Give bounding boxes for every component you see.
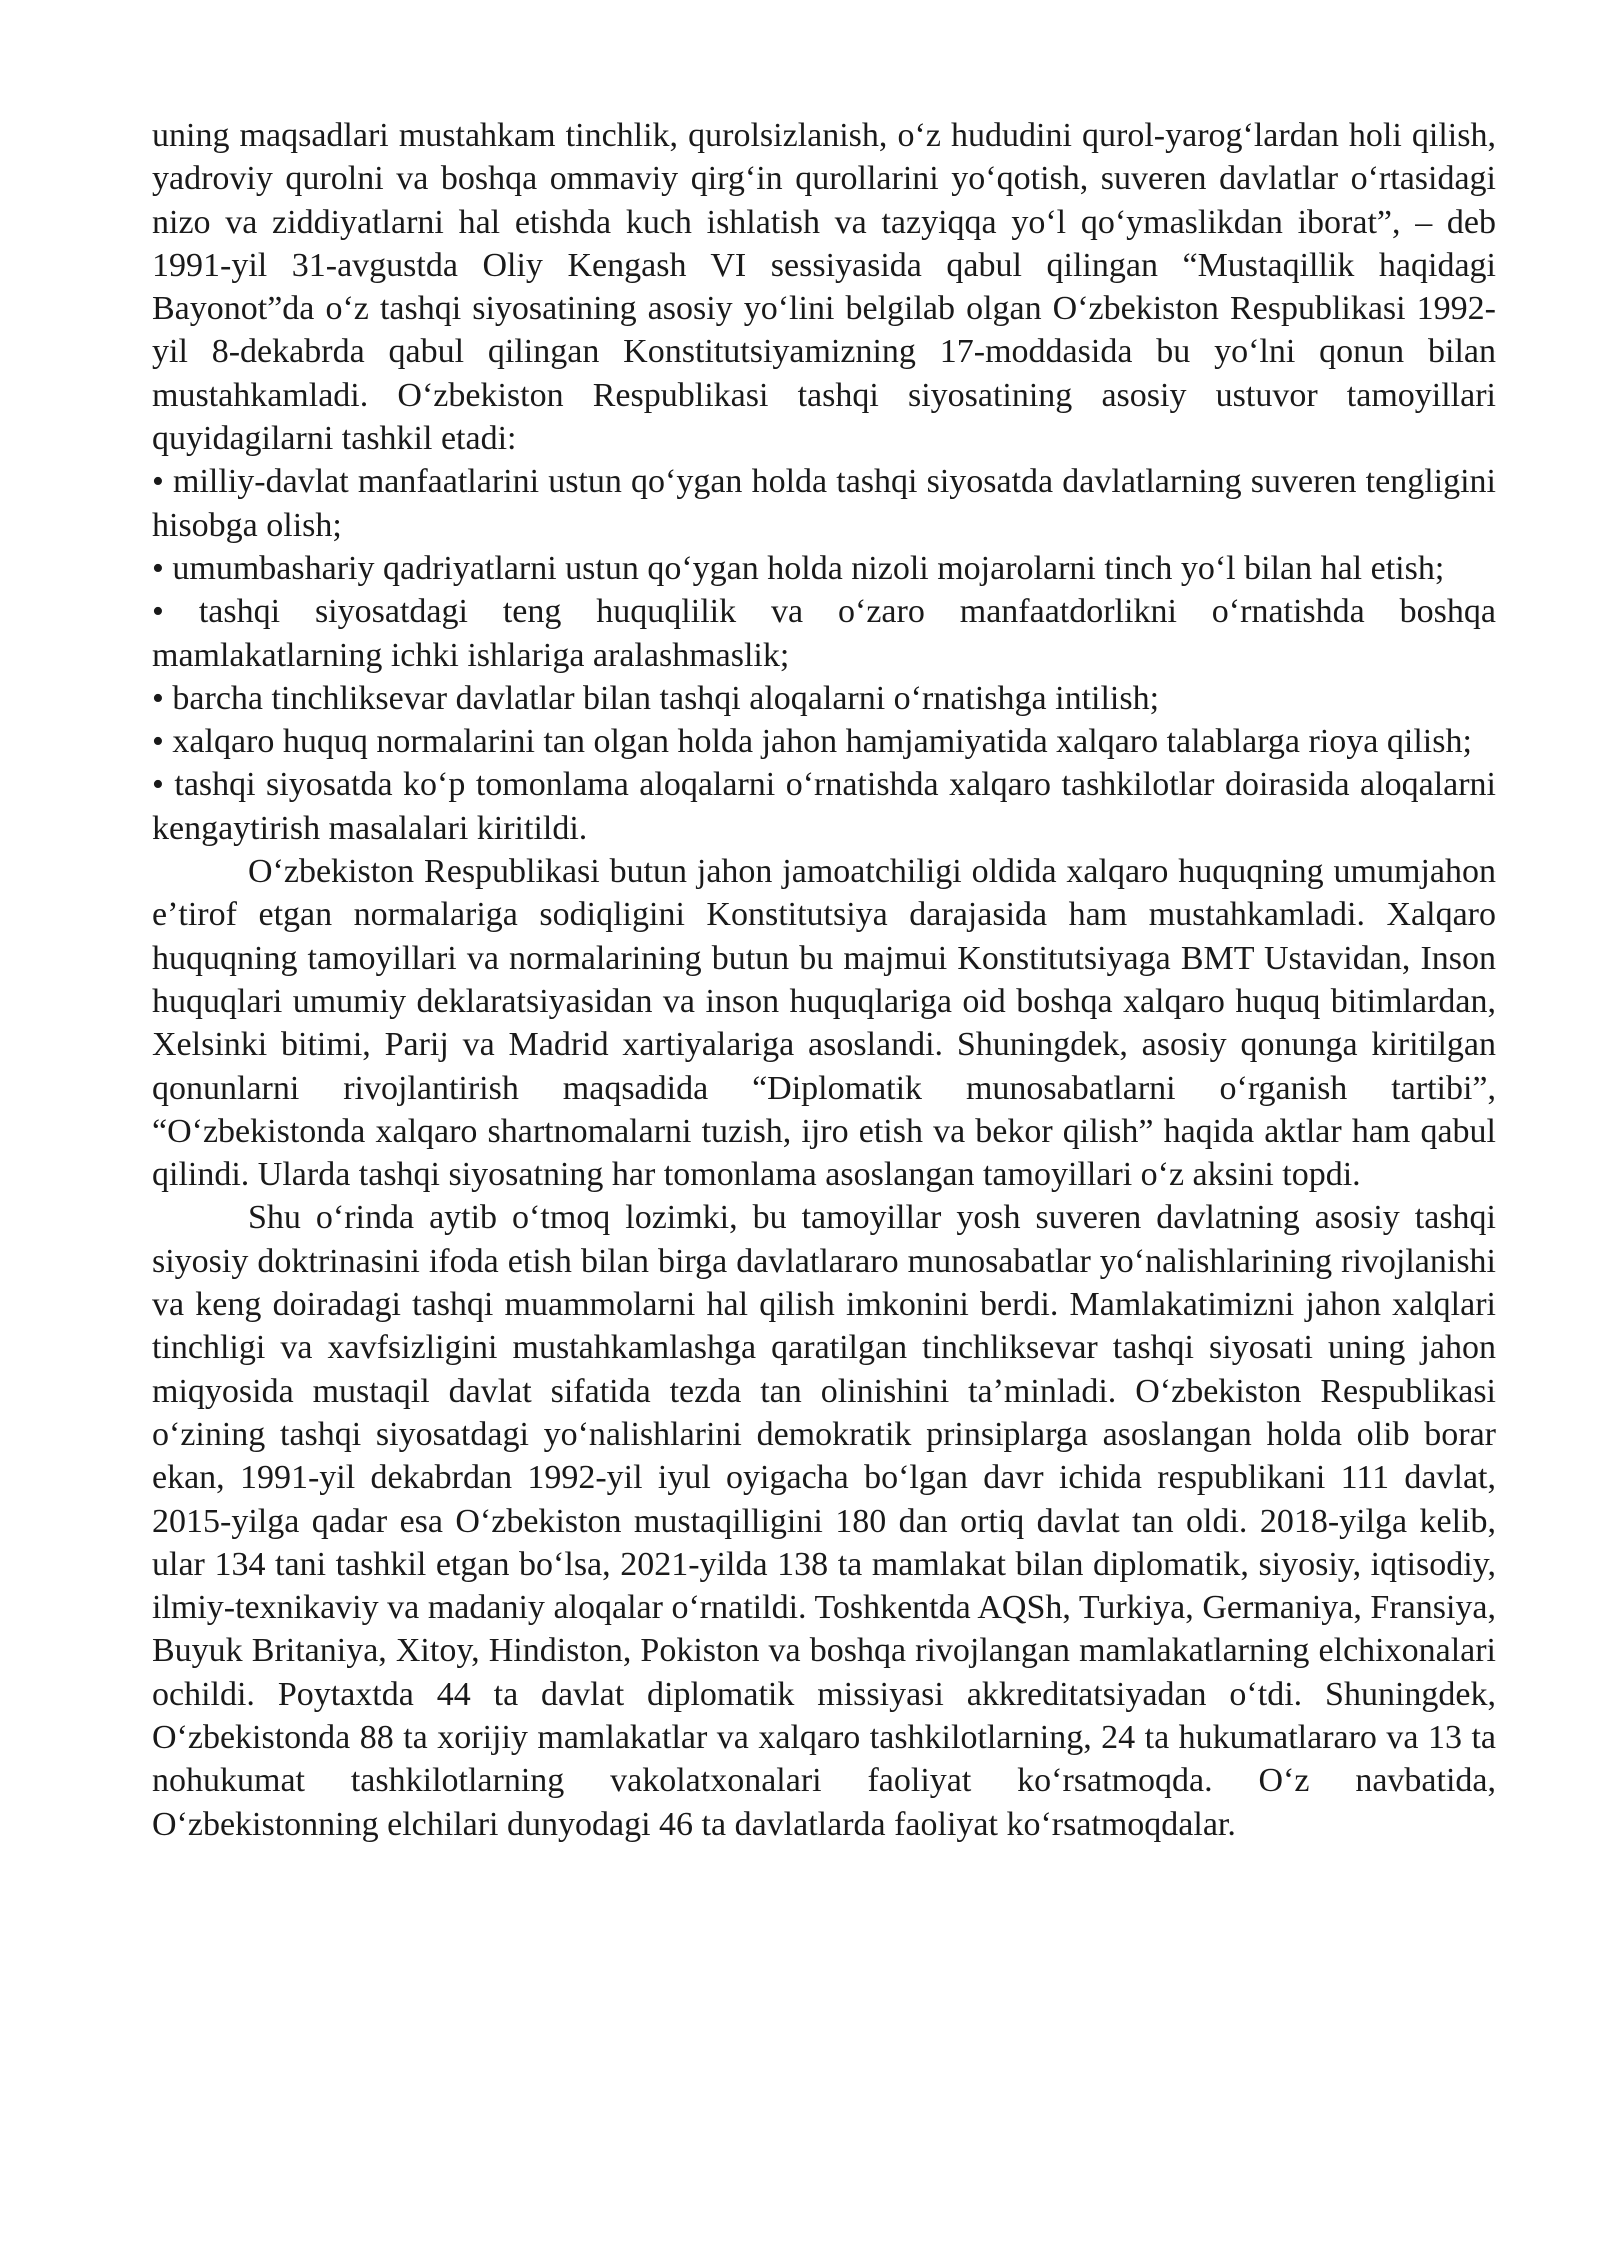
bullet-item: • tashqi siyosatda koʻp tomonlama aloqalarni oʻrnatishda xalqaro tashkilotlar doirasida aloqalarni kengaytirish masalalari kiritildi. [152,766,1496,847]
bullet-item: • milliy-davlat manfaatlarini ustun qoʻygan holda tashqi siyosatda davlatlarning suveren tengligini hisobga olish; [152,463,1496,544]
bullet-item: • barcha tinchliksevar davlatlar bilan tashqi aloqalarni oʻrnatishga intilish; [152,679,1160,717]
body-paragraph: Oʻzbekiston Respublikasi butun jahon jamoatchiligi oldida xalqaro huquqning umumjahon eʼtirof etgan normalariga sodiqligini Konstitutsiya darajasida ham mustahkamladi. Xalqaro huquqning tamoyillari va normalarining butun bu majmui Konstitutsiyaga BMT Ustavidan, Inson huquqlari umumiy deklaratsiyasidan va inson huquqlariga oid boshqa xalqaro huquq bitimlardan, Xelsinki bitimi, Parij va Madrid xartiyalariga asoslandi. Shuningdek, asosiy qonunga kiritilgan qonunlarni rivojlantirish maqsadida “Diplomatik munosabatlarni oʻrganish tartibi”, “Oʻzbekistonda xalqaro shartnomalarni tuzish, ijro etish va bekor qilish” haqida aktlar ham qabul qilindi. Ularda tashqi siyosatning har tomonlama asoslangan tamoyillari oʻz aksini topdi. [152,853,1496,1194]
bullet-item: • xalqaro huquq normalarini tan olgan holda jahon hamjamiyatida xalqaro talablarga rioya qilish; [152,723,1472,761]
document-page [152,114,1496,1846]
bullet-item: • tashqi siyosatdagi teng huquqlilik va oʻzaro manfaatdorlikni oʻrnatishda boshqa mamlakatlarning ichki ishlariga aralashmaslik; [152,593,1496,674]
intro-paragraph: uning maqsadlari mustahkam tinchlik, qurolsizlanish, oʻz hududini qurol-yarogʻlardan holi qilish, yadroviy qurolni va boshqa ommaviy qirgʻin qurollarini yoʻqotish, suveren davlatlar oʻrtasidagi nizo va ziddiyatlarni hal etishda kuch ishlatish va tazyiqqa yoʻl qoʻymaslikdan iborat”, – deb 1991-yil 31-avgustda Oliy Kengash VI sessiyasida qabul qilingan “Mustaqillik haqidagi Bayonot”da oʻz tashqi siyosatining asosiy yoʻlini belgilab olgan Oʻzbekiston Respublikasi 1992-yil 8-dekabrda qabul qilingan Konstitutsiyamizning 17-moddasida bu yoʻlni qonun bilan mustahkamladi. Oʻzbekiston Respublikasi tashqi siyosatining asosiy ustuvor tamoyillari quyidagilarni tashkil etadi: [152,117,1496,458]
body-paragraph: Shu oʻrinda aytib oʻtmoq lozimki, bu tamoyillar yosh suveren davlatning asosiy tashqi siyosiy doktrinasini ifoda etish bilan birga davlatlararo munosabatlar yoʻnalishlarining rivojlanishi va keng doiradagi tashqi muammolarni hal qilish imkonini berdi. Mamlakatimizni jahon xalqlari tinchligi va xavfsizligini mustahkamlashga qaratilgan tinchliksevar tashqi siyosati uning jahon miqyosida mustaqil davlat sifatida tezda tan olinishini taʼminladi. Oʻzbekiston Respublikasi oʻzining tashqi siyosatdagi yoʻnalishlarini demokratik prinsiplarga asoslangan holda olib borar ekan, 1991-yil dekabrdan 1992-yil iyul oyigacha boʻlgan davr ichida respublikani 111 davlat, 2015-yilga qadar esa Oʻzbekiston mustaqilligini 180 dan ortiq davlat tan oldi. 2018-yilga kelib, ular 134 tani tashkil etgan boʻlsa, 2021-yilda 138 ta mamlakat bilan diplomatik, siyosiy, iqtisodiy, ilmiy-texnikaviy va madaniy aloqalar oʻrnatildi. Toshkentda AQSh, Turkiya, Germaniya, Fransiya, Buyuk Britaniya, Xitoy, Hindiston, Pokiston va boshqa rivojlangan mamlakatlarning elchixonalari ochildi. Poytaxtda 44 ta davlat diplomatik missiyasi akkreditatsiyadan oʻtdi. Shuningdek, Oʻzbekistonda 88 ta xorijiy mamlakatlar va xalqaro tashkilotlarning, 24 ta hukumatlararo va 13 ta nohukumat tashkilotlarning vakolatxonalari faoliyat koʻrsatmoqda. Oʻz navbatida, Oʻzbekistonning elchilari dunyodagi 46 ta davlatlarda faoliyat koʻrsatmoqdalar. [152,1199,1496,1843]
bullet-item: • umumbashariy qadriyatlarni ustun qoʻygan holda nizoli mojarolarni tinch yoʻl bilan hal etish; [152,549,1445,587]
